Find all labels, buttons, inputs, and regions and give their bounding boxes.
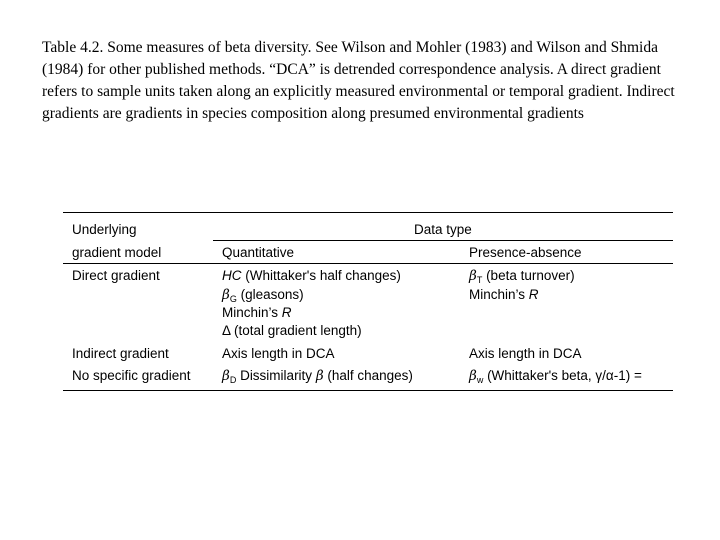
- top-rule: [63, 212, 673, 213]
- header-underlying: Underlying: [72, 222, 137, 237]
- hc-symbol: HC: [222, 268, 242, 283]
- data-type-rule: [213, 240, 673, 241]
- beta-t-sub: T: [476, 275, 483, 285]
- indirect-quant: Axis length in DCA: [222, 346, 335, 361]
- beta-g-text: (gleasons): [236, 287, 304, 302]
- caption-text: Table 4.2. Some measures of beta diversity. See Wilson and Mohler (1983) and Wilson and Shmida (1984) for other published methods. “DCA” is detrended correspondence analysis. A direct gradient refers to sample units taken along an explicitly measured environmental or temporal gradient. Indirect gradients are gradients in species composition along presumed environmental gradients: [42, 39, 675, 122]
- direct-hc: [222, 267, 401, 285]
- beta-symbol: β: [315, 368, 324, 384]
- beta-g-symbol: β: [222, 287, 230, 303]
- whittaker-beta-text: (Whittaker's beta, γ/α-1) =: [483, 368, 642, 383]
- direct-minchin-pa: [469, 286, 539, 304]
- none-pa: [469, 367, 642, 389]
- minchin-pa-r: R: [528, 287, 539, 302]
- beta-w-symbol: β: [469, 368, 477, 384]
- header-presence-absence: Presence-absence: [469, 245, 582, 260]
- table-caption: [42, 37, 682, 125]
- beta-d-symbol: β: [222, 368, 230, 384]
- bottom-rule: [63, 390, 673, 391]
- none-quant: [222, 367, 413, 389]
- minchin-pa-text: Minchin’s: [469, 287, 529, 302]
- beta-d-text: Dissimilarity: [236, 368, 316, 383]
- beta-g-sub: G: [229, 294, 237, 304]
- row-none-label: No specific gradient: [72, 368, 191, 383]
- header-data-type: Data type: [414, 222, 472, 237]
- beta-w-sub: w: [476, 375, 484, 385]
- minchin-text: Minchin’s: [222, 305, 282, 320]
- row-indirect-label: Indirect gradient: [72, 346, 169, 361]
- header-rule: [63, 263, 673, 264]
- indirect-pa: Axis length in DCA: [469, 346, 582, 361]
- direct-minchin-quant: [222, 304, 292, 322]
- header-quantitative: Quantitative: [222, 245, 295, 260]
- hc-text: (Whittaker's half changes): [241, 268, 401, 283]
- beta-d-sub: D: [229, 375, 237, 385]
- header-gradient-model: gradient model: [72, 245, 162, 260]
- minchin-r: R: [281, 305, 292, 320]
- half-changes-text: (half changes): [323, 368, 413, 383]
- row-direct-label: Direct gradient: [72, 268, 160, 283]
- beta-t-text: (beta turnover): [482, 268, 575, 283]
- beta-t-symbol: β: [469, 268, 477, 284]
- direct-delta: Δ (total gradient length): [222, 323, 362, 338]
